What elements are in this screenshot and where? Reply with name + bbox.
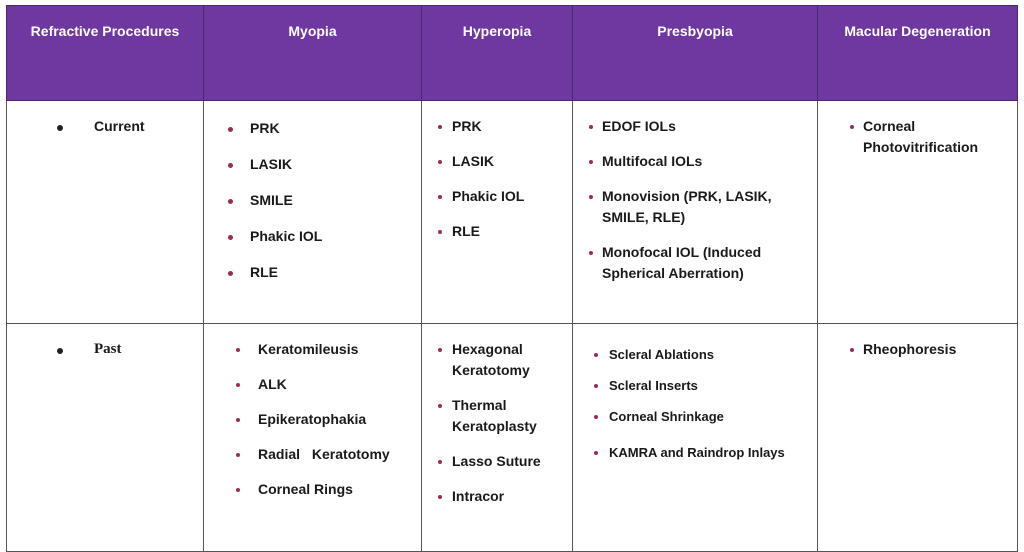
list-item: Hexagonal Keratotomy xyxy=(438,339,572,381)
bullet-icon xyxy=(589,125,593,129)
list-item: LASIK xyxy=(438,151,572,172)
bullet-icon xyxy=(850,125,854,129)
bullet-icon xyxy=(228,271,233,276)
table-row-current xyxy=(7,101,1018,324)
bullet-icon xyxy=(438,348,442,352)
bullet-icon xyxy=(438,160,442,164)
list-item: Keratomileusis xyxy=(236,339,421,360)
bullet-icon xyxy=(236,488,240,492)
bullet-icon xyxy=(589,160,593,164)
list-item: Corneal Photovitrification xyxy=(850,116,1017,158)
list-item: Scleral Inserts xyxy=(594,375,817,396)
cell-presbyopia-past xyxy=(573,324,818,552)
list-item: Lasso Suture xyxy=(438,451,572,472)
bullet-icon xyxy=(589,195,593,199)
bullet-icon xyxy=(438,125,442,129)
bullet-icon xyxy=(438,195,442,199)
list-hyperopia-current xyxy=(422,101,572,242)
procedures-table-container xyxy=(6,5,1017,535)
bullet-icon xyxy=(589,251,593,255)
row-label: Past xyxy=(94,341,122,357)
cell-hyperopia-current xyxy=(422,101,573,324)
bullet-icon xyxy=(228,127,233,132)
bullet-icon xyxy=(236,418,240,422)
header-hyperopia: Hyperopia xyxy=(422,6,573,101)
list-item: PRK xyxy=(228,118,421,139)
bullet-icon xyxy=(438,404,442,408)
list-item: Rheophoresis xyxy=(850,339,1017,360)
bullet-icon xyxy=(594,384,598,388)
bullet-icon xyxy=(850,348,854,352)
header-refractive-procedures: Refractive Procedures xyxy=(7,6,204,101)
list-item: Scleral Ablations xyxy=(594,344,817,365)
list-item: Multifocal IOLs xyxy=(589,151,817,172)
row-label-cell xyxy=(7,101,204,324)
list-item: Corneal Shrinkage xyxy=(594,406,817,427)
cell-hyperopia-past xyxy=(422,324,573,552)
bullet-icon xyxy=(236,453,240,457)
bullet-icon xyxy=(228,199,233,204)
list-item: RLE xyxy=(228,262,421,283)
list-item: RLE xyxy=(438,221,572,242)
list-myopia-current xyxy=(204,101,421,283)
bullet-icon xyxy=(228,163,233,168)
cell-myopia-past xyxy=(204,324,422,552)
bullet-icon xyxy=(57,348,63,354)
list-item: Corneal Rings xyxy=(236,479,421,500)
list-item: Phakic IOL xyxy=(228,226,421,247)
list-item: EDOF IOLs xyxy=(589,116,817,137)
table-row-past xyxy=(7,324,1018,552)
refractive-procedures-table xyxy=(6,5,1018,552)
list-hyperopia-past xyxy=(422,324,572,507)
bullet-icon xyxy=(57,125,63,131)
cell-macular-past xyxy=(818,324,1018,552)
bullet-icon xyxy=(236,383,240,387)
list-item: Monovision (PRK, LASIK, SMILE, RLE) xyxy=(589,186,817,228)
header-row xyxy=(7,6,1018,101)
list-presbyopia-current xyxy=(573,101,817,284)
list-item: KAMRA and Raindrop Inlays xyxy=(594,437,817,469)
header-macular-degeneration: Macular Degeneration xyxy=(818,6,1018,101)
list-item: ALK xyxy=(236,374,421,395)
bullet-icon xyxy=(594,353,598,357)
bullet-icon xyxy=(438,460,442,464)
bullet-icon xyxy=(438,495,442,499)
list-macular-current xyxy=(818,101,1017,158)
list-item: SMILE xyxy=(228,190,421,211)
list-macular-past xyxy=(818,324,1017,360)
list-item: Epikeratophakia xyxy=(236,409,421,430)
bullet-icon xyxy=(594,451,598,455)
list-item: Monofocal IOL (Induced Spherical Aberration) xyxy=(589,242,817,284)
list-item: PRK xyxy=(438,116,572,137)
row-label: Current xyxy=(94,118,145,134)
header-myopia: Myopia xyxy=(204,6,422,101)
list-item: Intracor xyxy=(438,486,572,507)
list-item: Phakic IOL xyxy=(438,186,572,207)
list-item: Thermal Keratoplasty xyxy=(438,395,572,437)
cell-macular-current xyxy=(818,101,1018,324)
bullet-icon xyxy=(594,415,598,419)
header-presbyopia: Presbyopia xyxy=(573,6,818,101)
bullet-icon xyxy=(438,230,442,234)
bullet-icon xyxy=(236,348,240,352)
cell-presbyopia-current xyxy=(573,101,818,324)
row-label-cell xyxy=(7,324,204,552)
cell-myopia-current xyxy=(204,101,422,324)
list-myopia-past xyxy=(204,324,421,500)
list-presbyopia-past xyxy=(573,324,817,469)
list-item: LASIK xyxy=(228,154,421,175)
list-item: Radial Keratotomy xyxy=(236,444,421,465)
bullet-icon xyxy=(228,235,233,240)
